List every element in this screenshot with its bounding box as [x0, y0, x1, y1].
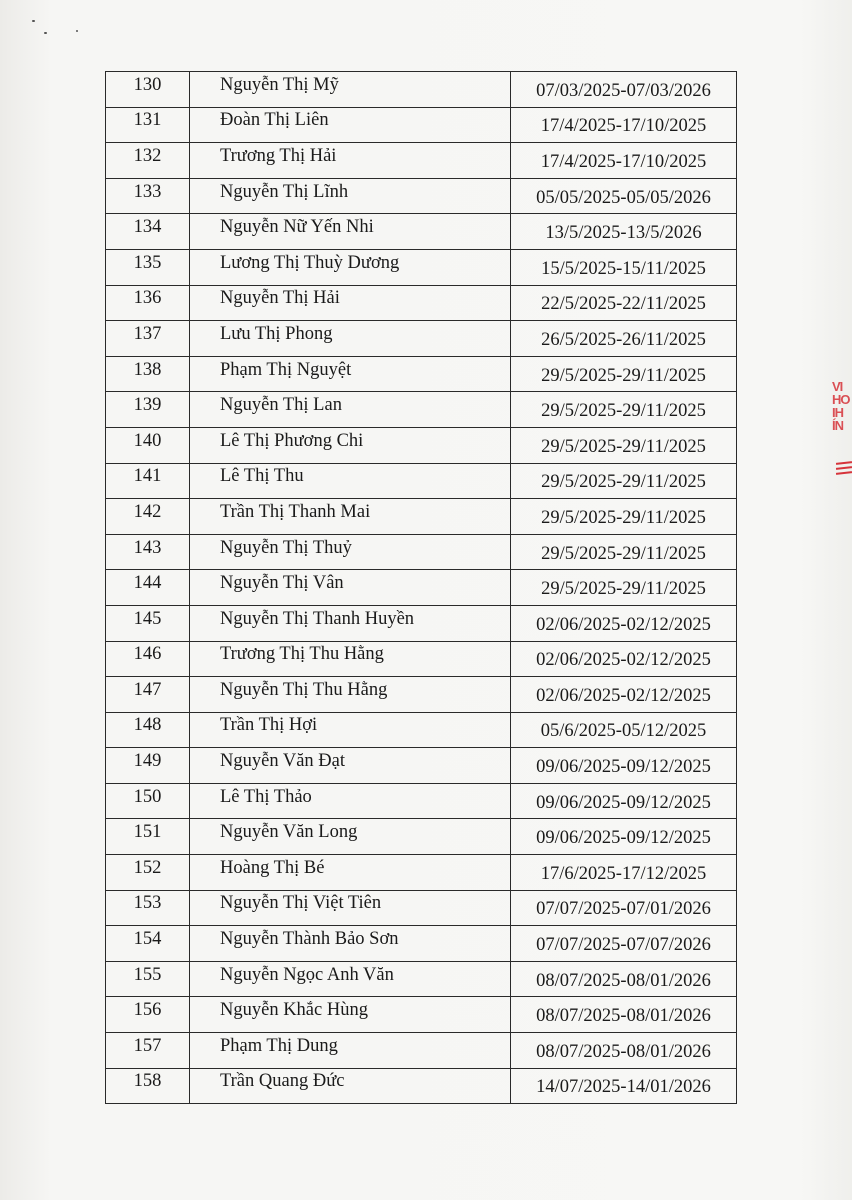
date-range: 29/5/2025-29/11/2025 [541, 543, 706, 564]
row-number: 144 [133, 573, 162, 594]
date-range: 17/6/2025-17/12/2025 [540, 863, 707, 884]
date-range-cell [511, 143, 737, 179]
date-range: 17/4/2025-17/10/2025 [540, 116, 707, 137]
row-number-cell [106, 783, 190, 819]
person-name: Trần Thị Hợi [220, 715, 318, 736]
person-name-cell [190, 748, 511, 784]
person-name: Lưu Thị Phong [220, 323, 333, 344]
person-name-cell [190, 570, 511, 606]
row-number-cell [106, 890, 190, 926]
row-number: 145 [133, 608, 162, 629]
person-name: Nguyễn Nữ Yến Nhi [220, 217, 374, 238]
row-number-cell [106, 178, 190, 214]
table-row [106, 570, 737, 606]
date-range-cell [511, 926, 737, 962]
table-row [106, 819, 737, 855]
row-number: 135 [133, 252, 162, 273]
person-name: Trương Thị Hải [220, 145, 337, 166]
date-range-cell [511, 356, 737, 392]
row-number: 158 [133, 1071, 162, 1092]
row-number: 132 [133, 145, 162, 166]
person-name: Đoàn Thị Liên [220, 110, 329, 131]
date-range: 29/5/2025-29/11/2025 [541, 472, 706, 493]
table-row [106, 855, 737, 891]
table-row [106, 356, 737, 392]
person-name-cell [190, 783, 511, 819]
person-name-cell [190, 249, 511, 285]
date-range-cell [511, 748, 737, 784]
date-range: 17/4/2025-17/10/2025 [540, 151, 707, 172]
row-number-cell [106, 143, 190, 179]
person-name: Phạm Thị Dung [220, 1035, 338, 1056]
table-row [106, 143, 737, 179]
person-name-cell [190, 285, 511, 321]
person-name: Nguyễn Thị Thuỷ [220, 537, 352, 558]
row-number-cell [106, 499, 190, 535]
person-name: Nguyễn Khắc Hùng [220, 1000, 368, 1021]
person-name: Lương Thị Thuỳ Dương [220, 252, 400, 273]
table-row [106, 427, 737, 463]
person-name: Nguyễn Thị Thanh Huyền [220, 608, 415, 629]
person-name-cell [190, 356, 511, 392]
date-range-cell [511, 1033, 737, 1069]
person-name-cell [190, 1068, 511, 1104]
person-name: Nguyễn Thị Thu Hằng [220, 679, 388, 700]
table-row [106, 997, 737, 1033]
row-number-cell [106, 356, 190, 392]
row-number: 136 [133, 288, 162, 309]
row-number-cell [106, 1033, 190, 1069]
date-range-cell [511, 819, 737, 855]
date-range: 09/06/2025-09/12/2025 [536, 828, 711, 849]
person-name-cell [190, 107, 511, 143]
row-number-cell [106, 107, 190, 143]
date-range: 14/07/2025-14/01/2026 [536, 1077, 711, 1098]
person-name-cell [190, 819, 511, 855]
table-row [106, 534, 737, 570]
person-name: Lê Thị Phương Chi [220, 430, 364, 451]
table-row [106, 249, 737, 285]
row-number: 143 [133, 537, 162, 558]
date-range-cell [511, 107, 737, 143]
stamp-line: VI [832, 379, 843, 394]
date-range-cell [511, 641, 737, 677]
date-range-cell [511, 890, 737, 926]
row-number: 138 [133, 359, 162, 380]
row-number: 148 [133, 715, 162, 736]
row-number-cell [106, 249, 190, 285]
row-number-cell [106, 819, 190, 855]
person-name-cell [190, 392, 511, 428]
person-name-cell [190, 214, 511, 250]
date-range-cell [511, 605, 737, 641]
table-row [106, 677, 737, 713]
date-range: 09/06/2025-09/12/2025 [536, 792, 711, 813]
person-name-cell [190, 143, 511, 179]
row-number-cell [106, 463, 190, 499]
row-number-cell [106, 534, 190, 570]
row-number-cell [106, 214, 190, 250]
person-name: Nguyễn Thành Bảo Sơn [220, 929, 399, 950]
person-name: Hoàng Thị Bé [220, 857, 325, 878]
person-name-cell [190, 427, 511, 463]
person-name: Nguyễn Thị Lan [220, 395, 342, 416]
date-range: 05/6/2025-05/12/2025 [540, 721, 707, 742]
row-number-cell [106, 712, 190, 748]
row-number: 147 [133, 679, 162, 700]
table-row [106, 392, 737, 428]
stamp-bars [836, 462, 852, 486]
person-name-cell [190, 677, 511, 713]
person-name-cell [190, 855, 511, 891]
date-range: 22/5/2025-22/11/2025 [541, 294, 706, 315]
scan-specks [30, 18, 90, 48]
table-row [106, 214, 737, 250]
date-range-cell [511, 499, 737, 535]
row-number: 149 [133, 751, 162, 772]
roster-table [105, 71, 737, 1104]
roster-table-body [106, 72, 737, 1104]
row-number: 154 [133, 929, 162, 950]
row-number: 134 [133, 217, 162, 238]
table-row [106, 783, 737, 819]
stamp-line: IH [832, 405, 843, 420]
person-name: Trần Thị Thanh Mai [220, 501, 371, 522]
person-name: Nguyễn Ngọc Anh Văn [220, 964, 394, 985]
table-row [106, 285, 737, 321]
date-range: 08/07/2025-08/01/2026 [536, 970, 711, 991]
table-row [106, 1033, 737, 1069]
row-number: 131 [133, 110, 162, 131]
person-name: Lê Thị Thu [220, 466, 304, 487]
table-row [106, 605, 737, 641]
row-number: 150 [133, 786, 162, 807]
row-number: 153 [133, 893, 162, 914]
date-range-cell [511, 997, 737, 1033]
row-number: 133 [133, 181, 162, 202]
person-name-cell [190, 178, 511, 214]
row-number-cell [106, 570, 190, 606]
table-row [106, 926, 737, 962]
person-name-cell [190, 961, 511, 997]
row-number: 130 [133, 74, 162, 95]
table-row [106, 748, 737, 784]
row-number-cell [106, 677, 190, 713]
person-name-cell [190, 463, 511, 499]
date-range: 29/5/2025-29/11/2025 [541, 365, 706, 386]
person-name-cell [190, 890, 511, 926]
date-range: 02/06/2025-02/12/2025 [536, 650, 711, 671]
person-name: Phạm Thị Nguyệt [220, 359, 352, 380]
person-name: Trần Quang Đức [220, 1071, 345, 1092]
person-name-cell [190, 641, 511, 677]
date-range-cell [511, 178, 737, 214]
table-row [106, 961, 737, 997]
person-name-cell [190, 321, 511, 357]
date-range: 05/05/2025-05/05/2026 [536, 187, 711, 208]
row-number: 156 [133, 1000, 162, 1021]
date-range: 13/5/2025-13/5/2026 [545, 223, 702, 244]
date-range-cell [511, 72, 737, 108]
date-range-cell [511, 677, 737, 713]
row-number: 140 [133, 430, 162, 451]
person-name: Nguyễn Thị Hải [220, 288, 340, 309]
table-row [106, 178, 737, 214]
date-range-cell [511, 285, 737, 321]
date-range: 07/03/2025-07/03/2026 [536, 80, 711, 101]
date-range-cell [511, 712, 737, 748]
person-name: Nguyễn Thị Lĩnh [220, 181, 349, 202]
person-name: Nguyễn Thị Việt Tiên [220, 893, 382, 914]
row-number: 152 [133, 857, 162, 878]
person-name-cell [190, 997, 511, 1033]
row-number: 137 [133, 323, 162, 344]
date-range: 07/07/2025-07/01/2026 [536, 899, 711, 920]
table-row [106, 463, 737, 499]
person-name: Nguyễn Văn Long [220, 822, 358, 843]
date-range-cell [511, 463, 737, 499]
date-range: 26/5/2025-26/11/2025 [541, 329, 706, 350]
person-name-cell [190, 1033, 511, 1069]
date-range-cell [511, 534, 737, 570]
person-name: Nguyễn Thị Vân [220, 573, 344, 594]
date-range: 29/5/2025-29/11/2025 [541, 579, 706, 600]
date-range-cell [511, 392, 737, 428]
row-number: 155 [133, 964, 162, 985]
date-range: 29/5/2025-29/11/2025 [541, 436, 706, 457]
row-number-cell [106, 855, 190, 891]
row-number: 142 [133, 501, 162, 522]
stamp-line: ÍN [832, 418, 843, 433]
date-range: 08/07/2025-08/01/2026 [536, 1041, 711, 1062]
table-row [106, 321, 737, 357]
date-range-cell [511, 570, 737, 606]
row-number: 146 [133, 644, 162, 665]
date-range-cell [511, 249, 737, 285]
date-range-cell [511, 214, 737, 250]
row-number-cell [106, 605, 190, 641]
row-number-cell [106, 72, 190, 108]
row-number-cell [106, 926, 190, 962]
date-range-cell [511, 321, 737, 357]
date-range: 29/5/2025-29/11/2025 [541, 507, 706, 528]
date-range: 07/07/2025-07/07/2026 [536, 935, 711, 956]
row-number-cell [106, 1068, 190, 1104]
row-number-cell [106, 997, 190, 1033]
table-row [106, 1068, 737, 1104]
row-number-cell [106, 392, 190, 428]
row-number-cell [106, 427, 190, 463]
person-name-cell [190, 926, 511, 962]
table-row [106, 890, 737, 926]
person-name-cell [190, 534, 511, 570]
row-number-cell [106, 748, 190, 784]
row-number-cell [106, 961, 190, 997]
row-number: 157 [133, 1035, 162, 1056]
person-name: Trương Thị Thu Hằng [220, 644, 384, 665]
row-number: 151 [133, 822, 162, 843]
person-name-cell [190, 72, 511, 108]
date-range: 08/07/2025-08/01/2026 [536, 1006, 711, 1027]
person-name-cell [190, 499, 511, 535]
table-row [106, 641, 737, 677]
date-range-cell [511, 855, 737, 891]
person-name: Nguyễn Thị Mỹ [220, 74, 339, 95]
person-name-cell [190, 712, 511, 748]
date-range: 02/06/2025-02/12/2025 [536, 614, 711, 635]
row-number-cell [106, 321, 190, 357]
date-range: 15/5/2025-15/11/2025 [541, 258, 706, 279]
person-name: Lê Thị Thảo [220, 786, 312, 807]
date-range-cell [511, 961, 737, 997]
date-range-cell [511, 1068, 737, 1104]
table-row [106, 712, 737, 748]
table-row [106, 499, 737, 535]
date-range-cell [511, 783, 737, 819]
date-range: 02/06/2025-02/12/2025 [536, 685, 711, 706]
table-row [106, 72, 737, 108]
row-number-cell [106, 285, 190, 321]
row-number-cell [106, 641, 190, 677]
date-range: 09/06/2025-09/12/2025 [536, 757, 711, 778]
row-number: 139 [133, 395, 162, 416]
row-number: 141 [133, 466, 162, 487]
person-name-cell [190, 605, 511, 641]
date-range-cell [511, 427, 737, 463]
stamp-line: HO [832, 392, 850, 407]
person-name: Nguyễn Văn Đạt [220, 751, 346, 772]
date-range: 29/5/2025-29/11/2025 [541, 401, 706, 422]
table-row [106, 107, 737, 143]
